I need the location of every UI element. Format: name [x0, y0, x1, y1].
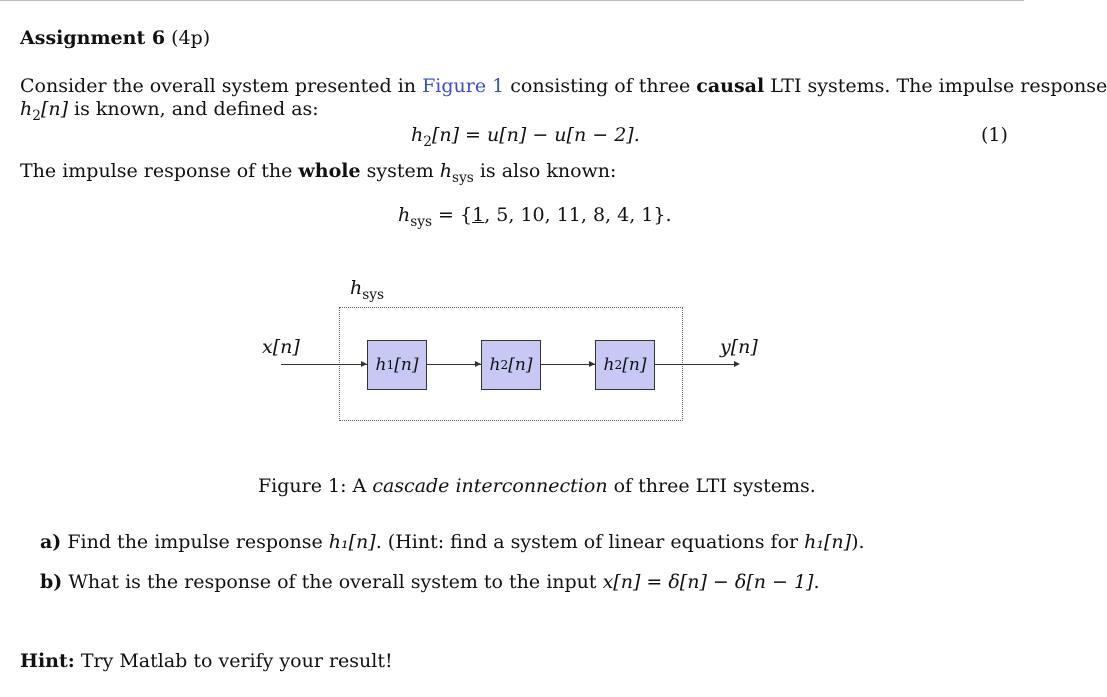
intro-text-3: LTI systems. The impulse response	[764, 75, 1107, 97]
block-h2a-name: h	[489, 355, 501, 375]
hint-label: Hint:	[20, 650, 75, 672]
equation-1-number: (1)	[981, 124, 1008, 146]
block-h2b-name: h	[603, 355, 615, 375]
question-a-text-1: Find the impulse response	[67, 531, 329, 553]
input-line	[281, 364, 367, 365]
whole-text-2: system	[360, 160, 440, 182]
question-b	[40, 571, 820, 593]
block-h2-first: h 2 [n]	[481, 340, 541, 390]
line-h2-h2	[539, 364, 595, 365]
intro-line-2	[20, 98, 319, 124]
question-b-text-1: What is the response of the overall system to the input	[68, 571, 603, 593]
intro-line-1	[20, 75, 1107, 97]
output-label: y[n]	[720, 336, 758, 358]
hint-line	[20, 650, 393, 672]
question-a-math-2: h₁[n]	[804, 531, 852, 553]
hsys-inline: $h_{sys}$	[439, 160, 474, 186]
eq2-first-value: 1	[472, 204, 485, 226]
input-label: x[n]	[262, 336, 300, 358]
equation-2	[398, 204, 672, 230]
question-a-text-3: ).	[851, 531, 865, 553]
whole-text-1: The impulse response of the	[20, 160, 299, 182]
figure-caption	[258, 475, 816, 497]
assignment-points: (4p)	[171, 27, 211, 49]
diagram-hsys-label	[350, 277, 385, 303]
block-h2-second: h 2 [n]	[595, 340, 655, 390]
output-line	[653, 364, 736, 365]
assignment-heading	[20, 27, 210, 49]
question-a-text-2: . (Hint: find a system of linear equations for	[375, 531, 805, 553]
figure-1-link[interactable]: Figure 1	[422, 75, 505, 97]
caption-prefix: Figure 1: A	[258, 475, 373, 497]
equation-1	[411, 124, 640, 150]
block-h1: h 1 [n]	[367, 340, 427, 390]
top-rule	[0, 0, 1024, 1]
intro-bold-causal: causal	[696, 75, 765, 97]
intro-text-2: consisting of three	[504, 75, 697, 97]
eq1-lhs-sub: 2	[423, 133, 432, 150]
intro-line2-text: is known, and defined as:	[68, 98, 319, 120]
question-a-label: a)	[40, 531, 62, 553]
block-h2a-arg: [n]	[508, 355, 533, 375]
eq1-lhs: h	[411, 124, 424, 146]
eq1-rhs: [n] = u[n] − u[n − 2].	[431, 124, 640, 146]
block-h2b-arg: [n]	[622, 355, 647, 375]
intro-text-1: Consider the overall system presented in	[20, 75, 423, 97]
diagram-hsys-h: h	[350, 277, 363, 299]
eq2-lhs: h	[398, 204, 411, 226]
eq2-equals: = {	[432, 204, 473, 226]
eq2-lhs-sub: sys	[410, 213, 433, 230]
eq2-rest: , 5, 10, 11, 8, 4, 1}.	[484, 204, 672, 226]
line-h1-h2	[425, 364, 481, 365]
output-arrow	[734, 361, 740, 367]
whole-text-3: is also known:	[473, 160, 617, 182]
assignment-title: Assignment 6	[20, 27, 166, 49]
whole-system-line	[20, 160, 617, 186]
caption-italic: cascade interconnection	[372, 475, 608, 497]
question-b-text-2: .	[813, 571, 820, 593]
question-b-label: b)	[40, 571, 63, 593]
hint-text: Try Matlab to verify your result!	[74, 650, 393, 672]
diagram-hsys-sub: sys	[362, 286, 385, 303]
h2-inline: $h_2[n]$	[20, 98, 69, 124]
question-a-math: h₁[n]	[328, 531, 376, 553]
question-a	[40, 531, 865, 553]
block-h1-name: h	[375, 355, 387, 375]
block-h1-arg: [n]	[394, 355, 419, 375]
question-b-math: x[n] = δ[n] − δ[n − 1]	[602, 571, 814, 593]
caption-suffix: of three LTI systems.	[607, 475, 816, 497]
whole-bold: whole	[298, 160, 361, 182]
